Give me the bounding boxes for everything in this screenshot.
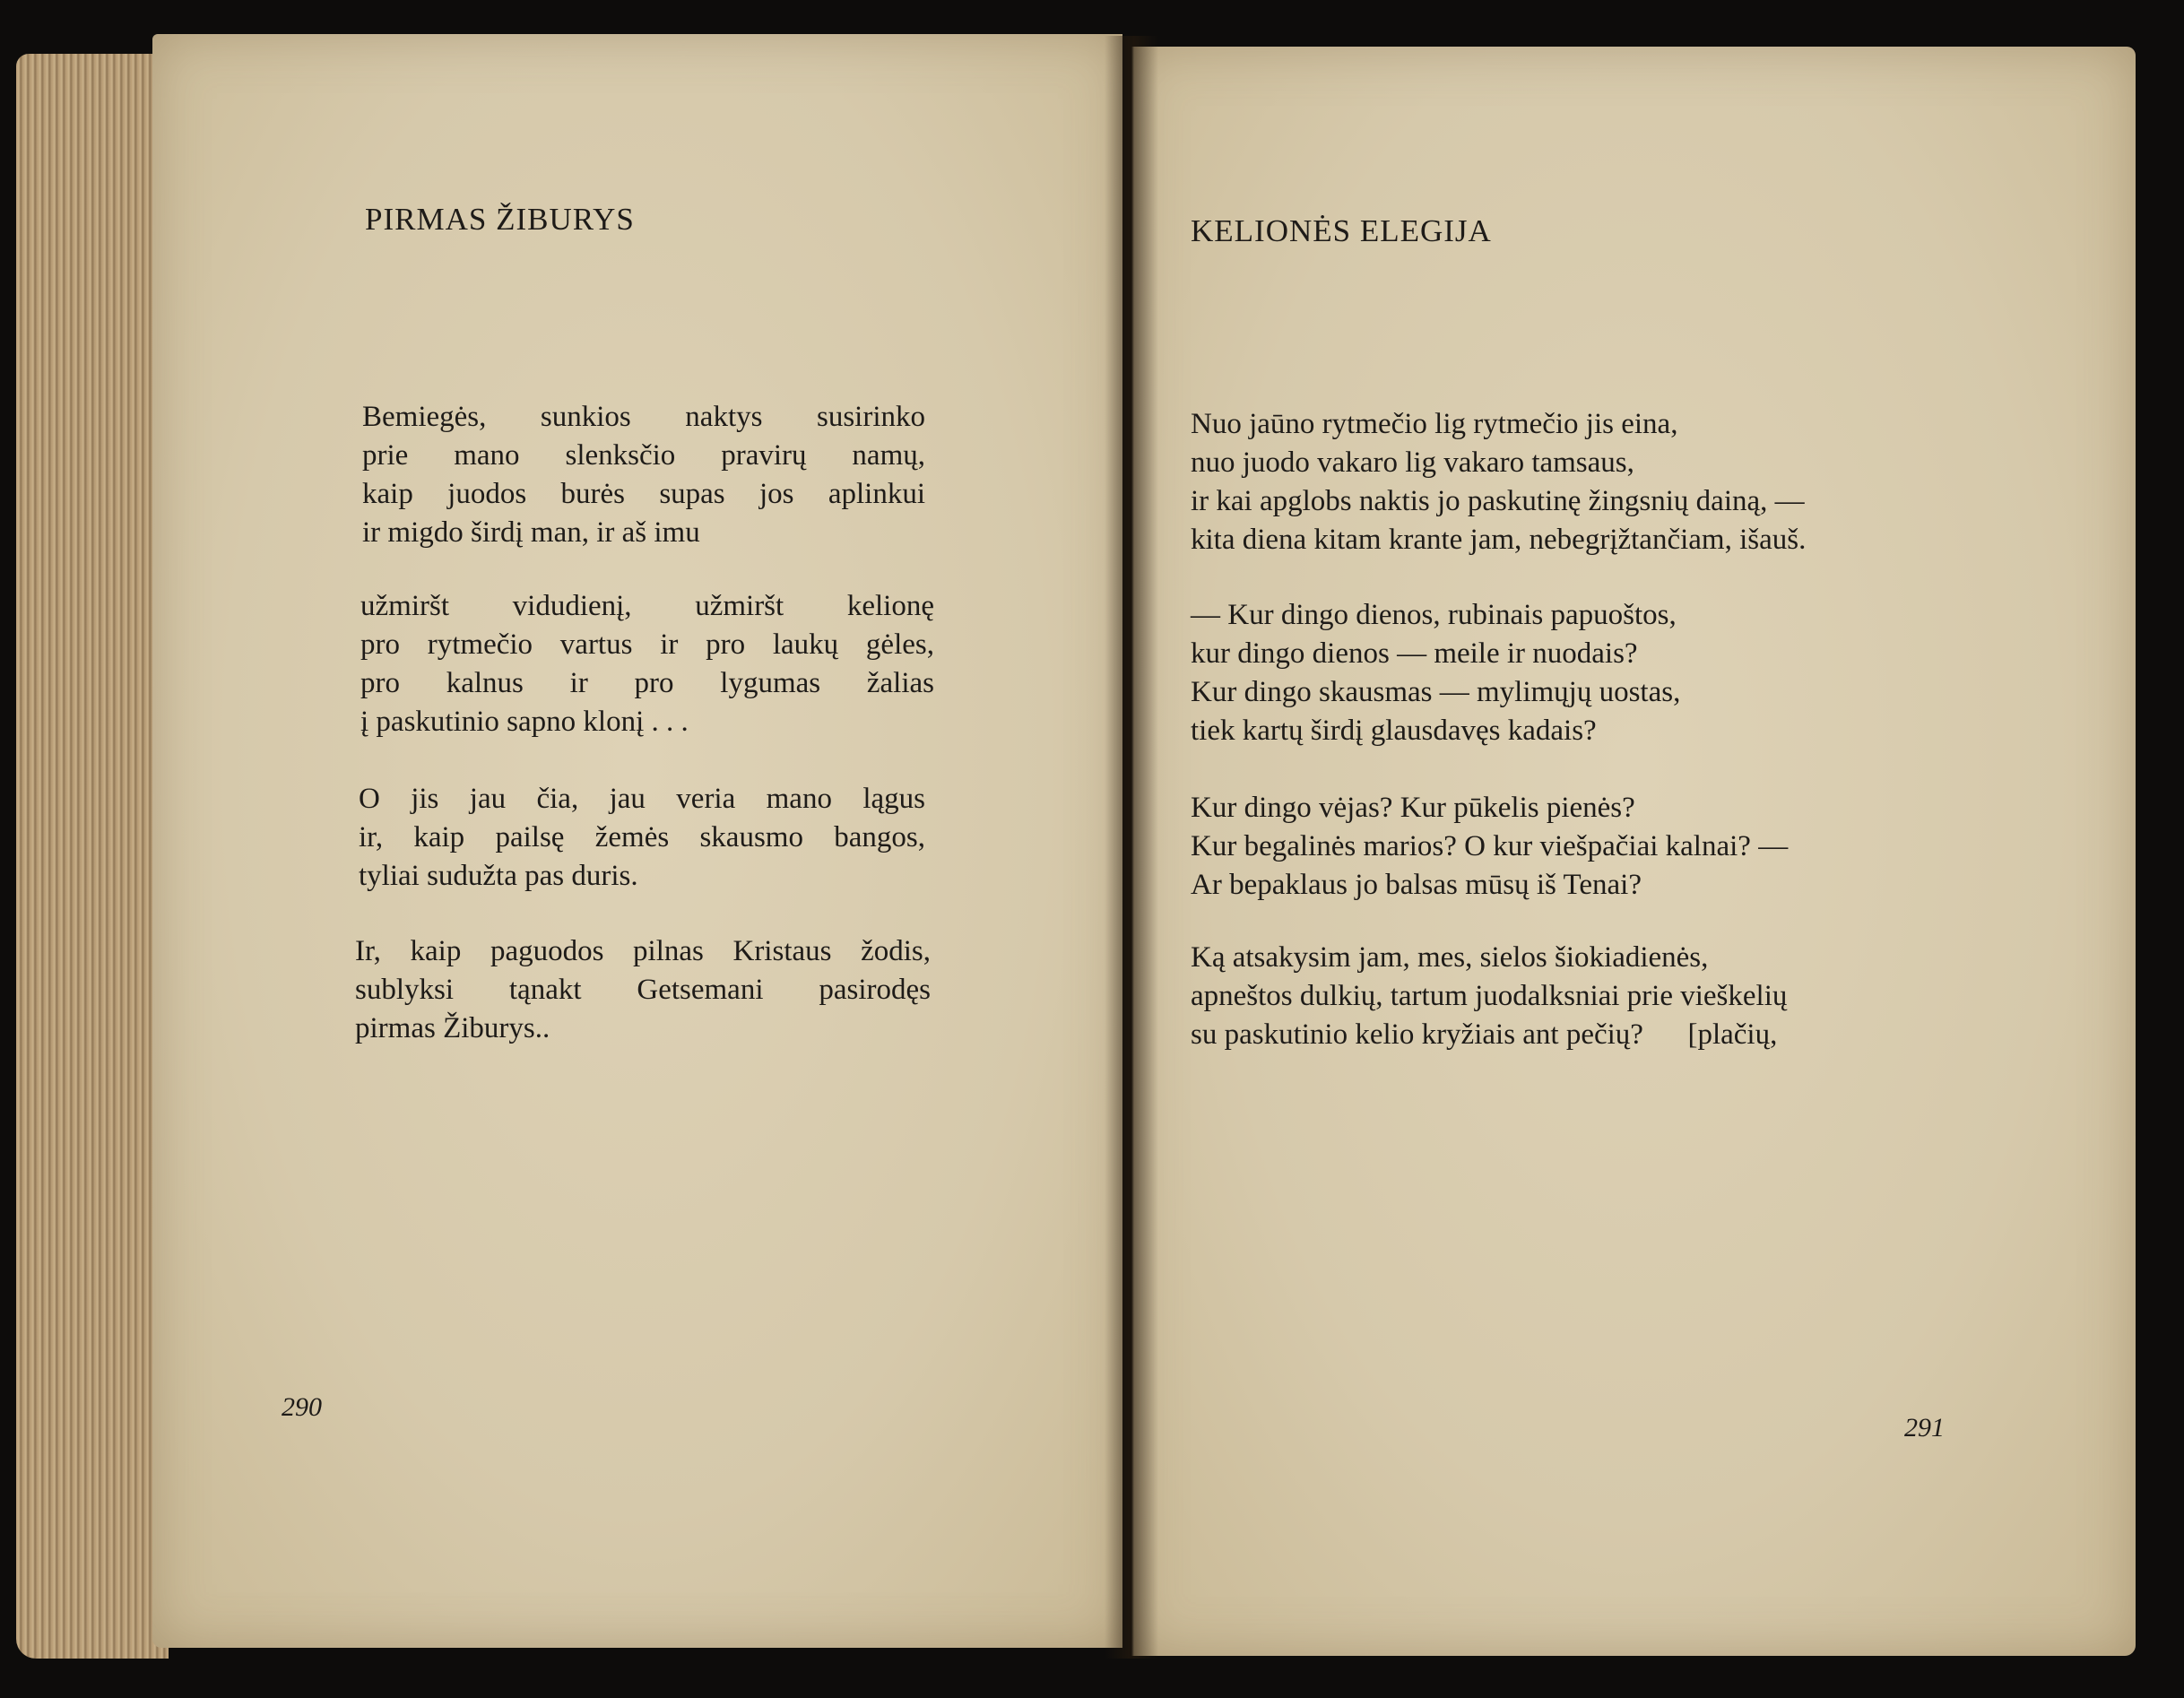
poem-line: ir kai apglobs naktis jo paskutinę žingsnių dainą, — [1191, 485, 1805, 517]
poem-line: Ką atsakysim jam, mes, sielos šiokiadienės, [1191, 941, 1709, 974]
poem-line: pro rytmečio vartus ir pro laukų gėles, [360, 628, 934, 661]
poem-line: pirmas Žiburys.. [355, 1012, 550, 1044]
left-stanza-4 [355, 932, 931, 1048]
poem-line: Bemiegės, sunkios naktys susirinko [362, 401, 925, 433]
poem-line: sublyksi tąnakt Getsemani pasirodęs [355, 974, 931, 1006]
poem-line: tyliai sudužta pas duris. [359, 860, 638, 892]
poem-line: apneštos dulkių, tartum juodalksniai prie vieškelių [1191, 980, 1788, 1012]
right-stanza-3 [1191, 789, 1788, 905]
poem-line: — Kur dingo dienos, rubinais papuoštos, [1191, 599, 1677, 631]
poem-line: tiek kartų širdį glausdavęs kadais? [1191, 715, 1597, 747]
right-page-number: 291 [1904, 1413, 1945, 1442]
left-stanza-3 [359, 780, 925, 896]
poem-line: kita diena kitam krante jam, nebegrįžtančiam, išauš. [1191, 524, 1807, 556]
poem-line: Ar bepaklaus jo balsas mūsų iš Tenai? [1191, 869, 1642, 901]
poem-line: O jis jau čia, jau veria mano lągus [359, 783, 925, 815]
right-stanza-2 [1191, 596, 1680, 750]
left-page-number: 290 [282, 1392, 322, 1422]
right-stanza-4 [1191, 939, 1787, 1054]
poem-line: Kur begalinės marios? O kur viešpačiai kalnai? — [1191, 830, 1789, 862]
poem-line: Ir, kaip paguodos pilnas Kristaus žodis, [355, 935, 931, 967]
left-stanza-1 [362, 398, 925, 552]
poem-line: nuo juodo vakaro lig vakaro tamsaus, [1191, 446, 1634, 479]
poem-line: ir, kaip pailsę žemės skausmo bangos, [359, 821, 925, 853]
poem-line: kaip juodos burės supas jos aplinkui [362, 478, 925, 510]
poem-line: su paskutinio kelio kryžiais ant pečių? [plačių, [1191, 1018, 1778, 1051]
poem-line: prie mano slenksčio pravirų namų, [362, 439, 925, 472]
poem-line: Kur dingo vėjas? Kur pūkelis pienės? [1191, 792, 1635, 824]
page-edges [16, 54, 169, 1659]
poem-line: kur dingo dienos — meile ir nuodais? [1191, 637, 1638, 670]
left-running-head: PIRMAS ŽIBURYS [365, 202, 635, 237]
poem-line: užmiršt vidudienį, užmiršt kelionę [360, 590, 934, 622]
poem-line: ir migdo širdį man, ir aš imu [362, 516, 700, 549]
book-gutter [1105, 36, 1158, 1659]
poem-line: Nuo jaūno rytmečio lig rytmečio jis eina, [1191, 408, 1678, 440]
poem-line: pro kalnus ir pro lygumas žalias [360, 667, 934, 699]
right-running-head: KELIONĖS ELEGIJA [1191, 213, 1492, 248]
left-stanza-2 [360, 587, 934, 741]
poem-line: į paskutinio sapno klonį . . . [360, 706, 689, 738]
right-stanza-1 [1191, 405, 1806, 559]
poem-line: Kur dingo skausmas — mylimųjų uostas, [1191, 676, 1681, 708]
